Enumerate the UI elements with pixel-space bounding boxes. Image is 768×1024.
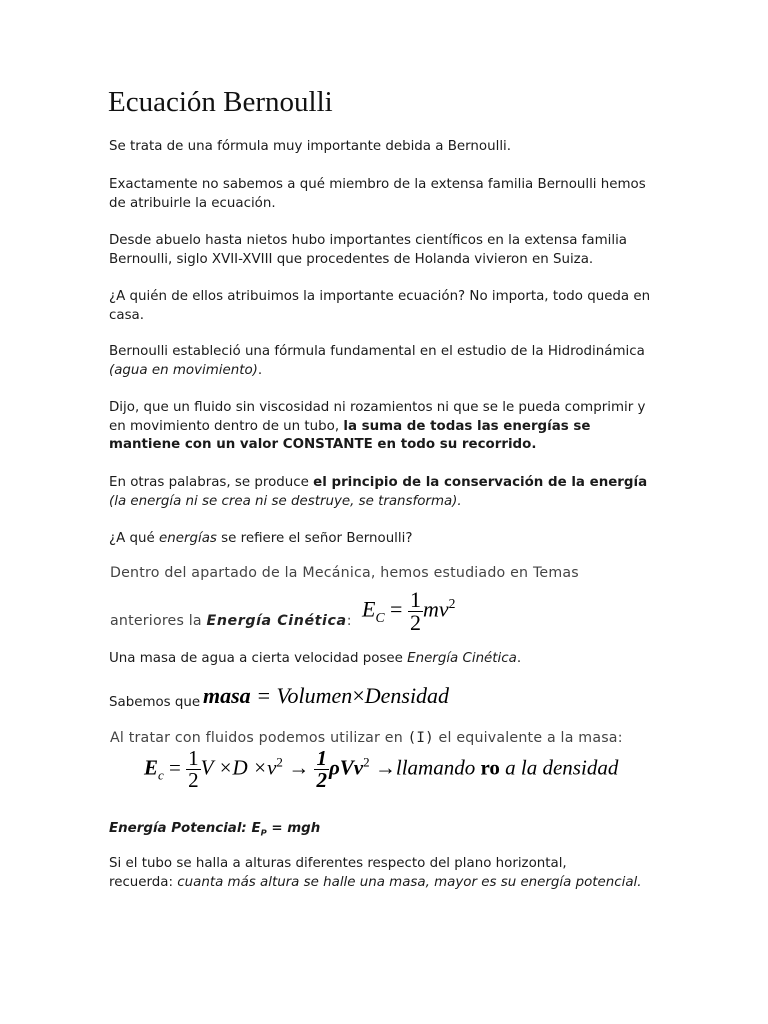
paragraph-scientists: Desde abuelo hasta nietos hubo importantes científicos en la extensa familia Bernoulli, siglo XVII-XVIII que procedentes de Holanda vivieron en Suiza. [109, 233, 628, 267]
equation-reference: (I) [407, 730, 434, 746]
italic-span: (la energía ni se crea ni se destruye, se transforma). [109, 493, 462, 509]
text-span: En otras palabras, se produce [109, 475, 314, 490]
text-span: = mgh [266, 821, 321, 836]
paragraph-height [109, 855, 657, 892]
formula-fraction [408, 589, 423, 634]
page-title: Ecuación Bernoulli [108, 86, 333, 118]
formula-exponent: 2 [276, 754, 283, 770]
fraction-numerator: 1 [409, 587, 421, 612]
formula-term: mv [422, 596, 449, 622]
paragraph-conservation [109, 474, 657, 511]
formula-term: Densidad [364, 683, 450, 708]
paragraph-intro: Se trata de una fórmula muy importante debida a Bernoulli. [109, 139, 512, 154]
text-span: Al tratar con fluidos podemos utilizar en [110, 730, 408, 746]
formula-text: a la densidad [499, 755, 619, 780]
formula-exponent: 2 [363, 754, 370, 770]
text-span: . [516, 651, 522, 666]
formula-symbol: E [362, 596, 376, 622]
formula-symbol: E [144, 755, 159, 780]
arrow-icon: → [288, 755, 310, 780]
arrow-icon: → [374, 755, 396, 780]
formula-fraction [314, 748, 329, 791]
text-span: anteriores la [110, 613, 207, 629]
paragraph-question: ¿A quién de ellos atribuimos la importante ecuación? No importa, todo queda en casa. [109, 289, 651, 323]
bold-span: Energía Cinética [206, 613, 347, 629]
text-span: el equivalente a la masa: [433, 730, 623, 746]
formula-text-bold: ro [480, 755, 500, 780]
italic-span: cuanta más altura se halle una masa, mayor es su energía potencial. [177, 874, 642, 890]
formula-fraction [186, 748, 201, 791]
formula-exponent: 2 [448, 596, 456, 612]
italic-span: Energía Cinética [407, 651, 517, 666]
potential-energy-heading [109, 820, 657, 842]
text-span: se refiere el señor Bernoulli? [216, 531, 413, 546]
paragraph-hydrodynamics [109, 343, 657, 380]
mechanics-line-1: Dentro del apartado de la Mecánica, hemos estudiado en Temas [110, 565, 579, 581]
italic-span: energías [159, 531, 217, 546]
kinetic-energy-formula [362, 589, 455, 634]
kinetic-energy-fluid-formula [144, 748, 618, 791]
text-span: Dijo, que un fluido sin viscosidad ni rozamientos ni que se le pueda comprimir y en movimiento dentro de un tubo, [109, 400, 646, 434]
mass-formula [203, 683, 449, 709]
mechanics-line-2 [110, 613, 352, 629]
fraction-denominator: 2 [316, 768, 327, 792]
fraction-denominator: 2 [188, 768, 199, 792]
formula-equals: = [390, 596, 403, 622]
formula-text: llamando [395, 755, 481, 780]
bold-span: el principio de la conservación de la energía [313, 475, 648, 490]
paragraph-water-mass [109, 650, 657, 669]
formula-times: × [352, 683, 365, 708]
bold-span: la suma de todas las energías se mantiene con un valor CONSTANTE en todo su recorrido. [109, 418, 591, 453]
formula-subscript: P [260, 827, 267, 838]
formula-subscript: C [375, 609, 385, 625]
formula-equals: = [250, 683, 277, 708]
paragraph-energies [109, 530, 657, 549]
paragraph-fluids [110, 730, 623, 746]
text-span: ¿A qué [109, 531, 160, 546]
text-span: . [257, 362, 263, 378]
fraction-numerator: 1 [188, 746, 199, 770]
formula-term: Volumen [276, 683, 353, 708]
fraction-numerator: 1 [316, 746, 327, 770]
text-span: Bernoulli estableció una fórmula fundamental en el estudio de la Hidrodinámica [109, 344, 645, 359]
text-span: Energía Potencial: E [109, 821, 261, 836]
formula-term: masa [203, 683, 251, 708]
formula-equals: = [169, 755, 181, 780]
text-span: : [346, 613, 352, 629]
italic-span: (agua en movimiento) [109, 362, 258, 378]
text-span: recuerda: [109, 874, 178, 890]
paragraph-fluid [109, 399, 657, 455]
text-span: Una masa de agua a cierta velocidad posee [109, 651, 408, 666]
paragraph-sabemos: Sabemos que [109, 695, 201, 710]
formula-subscript: c [158, 767, 164, 783]
fraction-denominator: 2 [409, 610, 421, 635]
text-span: Si el tubo se halla a alturas diferentes respecto del plano horizontal, [109, 856, 567, 871]
formula-term: V ×D ×v [200, 755, 277, 780]
formula-term: ρVv [328, 755, 364, 780]
paragraph-family: Exactamente no sabemos a qué miembro de la extensa familia Bernoulli hemos de atribuirle la ecuación. [109, 177, 646, 211]
